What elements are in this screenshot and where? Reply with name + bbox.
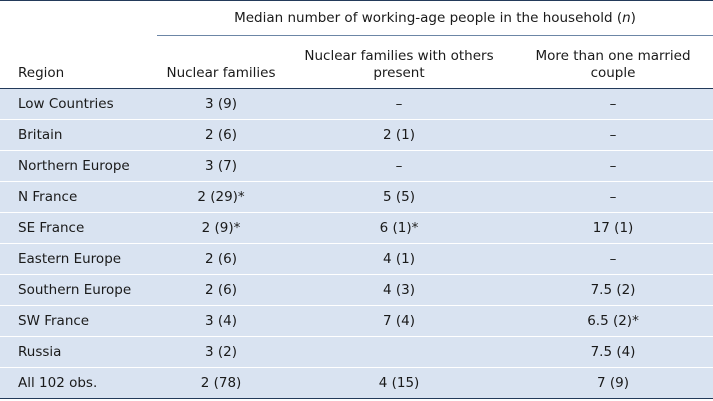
- nuclear-cell: 2 (6): [204, 127, 237, 143]
- nuclear-cell: 3 (2): [204, 344, 237, 360]
- with-others-cell: 4 (3): [382, 282, 415, 298]
- top-rule: [0, 0, 713, 1]
- table-body: [0, 89, 713, 399]
- with-others-cell: –: [395, 96, 403, 112]
- multi-couple-cell: –: [609, 127, 617, 143]
- region-cell: SE France: [18, 220, 85, 236]
- nuclear-cell: 3 (9): [204, 96, 237, 112]
- region-cell: All 102 obs.: [18, 375, 98, 391]
- multi-couple-cell: 7.5 (2): [590, 282, 636, 298]
- with-others-cell: 5 (5): [382, 189, 415, 205]
- column-header-multi-couple: More than one married couple: [535, 48, 691, 81]
- region-cell: Britain: [18, 127, 63, 143]
- column-header-row: [0, 36, 713, 89]
- region-cell: Southern Europe: [18, 282, 132, 298]
- with-others-cell: 6 (1)*: [379, 220, 419, 236]
- nuclear-cell: 3 (4): [204, 313, 237, 329]
- multi-couple-cell: 6.5 (2)*: [587, 313, 639, 329]
- multi-couple-cell: –: [609, 251, 617, 267]
- region-cell: SW France: [18, 313, 90, 329]
- multi-couple-cell: –: [609, 96, 617, 112]
- table-row: [0, 89, 713, 120]
- multi-couple-cell: –: [609, 158, 617, 174]
- table-row: [0, 213, 713, 244]
- table-row: [0, 182, 713, 213]
- column-header-region: Region: [18, 65, 65, 81]
- multi-couple-cell: –: [609, 189, 617, 205]
- with-others-cell: 7 (4): [382, 313, 415, 329]
- multi-couple-cell: 17 (1): [592, 220, 634, 236]
- region-cell: Russia: [18, 344, 62, 360]
- with-others-cell: 4 (1): [382, 251, 415, 267]
- region-cell: N France: [18, 189, 78, 205]
- total-row: [0, 368, 713, 399]
- region-cell: Low Countries: [18, 96, 114, 112]
- table-header: [0, 0, 713, 89]
- super-header-cell: Median number of working-age people in the household (n): [157, 0, 713, 36]
- table-row: [0, 120, 713, 151]
- nuclear-cell: 2 (9)*: [201, 220, 241, 236]
- multi-couple-cell: 7 (9): [597, 375, 630, 391]
- with-others-cell: 2 (1): [382, 127, 415, 143]
- with-others-cell: –: [395, 158, 403, 174]
- nuclear-cell: 2 (29)*: [197, 189, 245, 205]
- super-header-row: [0, 0, 713, 36]
- with-others-cell: 4 (15): [378, 375, 420, 391]
- nuclear-cell: 2 (78): [200, 375, 242, 391]
- table-row: [0, 275, 713, 306]
- table-row: [0, 244, 713, 275]
- super-header-spacer: [0, 0, 157, 36]
- nuclear-cell: 3 (7): [204, 158, 237, 174]
- n-symbol: n: [622, 9, 631, 26]
- table-row: [0, 306, 713, 337]
- nuclear-cell: 2 (6): [204, 282, 237, 298]
- table-row: [0, 151, 713, 182]
- column-header-with-others: Nuclear families with others present: [304, 48, 494, 81]
- nuclear-cell: 2 (6): [204, 251, 237, 267]
- multi-couple-cell: 7.5 (4): [590, 344, 636, 360]
- region-cell: Eastern Europe: [18, 251, 122, 267]
- region-cell: Northern Europe: [18, 158, 130, 174]
- with-others-cell: [285, 337, 513, 368]
- table-row: [0, 337, 713, 368]
- column-header-nuclear: Nuclear families: [166, 65, 276, 81]
